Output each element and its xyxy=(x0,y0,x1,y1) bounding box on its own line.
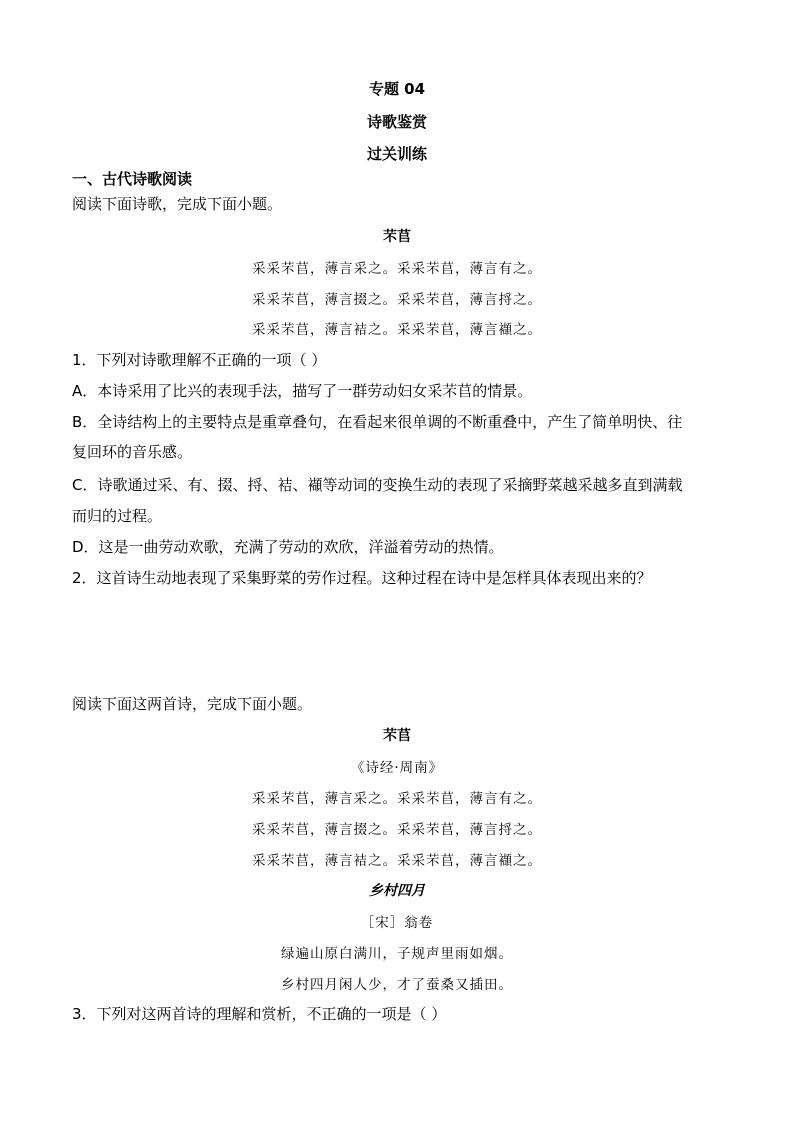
poem-line: 绿遍山原白满川，子规声里雨如烟。 xyxy=(281,946,513,962)
question-1-option-c-cont: 而归的过程。 xyxy=(72,507,163,525)
section1-instruction: 阅读下面诗歌，完成下面小题。 xyxy=(72,195,283,213)
document-title: 诗歌鉴赏 xyxy=(366,113,427,131)
section2-instruction: 阅读下面这两首诗，完成下面小题。 xyxy=(72,695,313,713)
topic-number: 专题 04 xyxy=(368,80,426,98)
poem-line: 采采芣苢，薄言采之。采采芣苢，薄言有之。 xyxy=(252,261,542,277)
section-heading: 一、古代诗歌阅读 xyxy=(72,170,193,188)
poem-line: 采采芣苢，薄言采之。采采芣苢，薄言有之。 xyxy=(252,791,542,807)
poem-author: ［宋］翁卷 xyxy=(360,915,434,931)
question-1-option-c: C．诗歌通过采、有、掇、捋、袺、襭等动词的变换生动的表现了采摘野菜越采越多直到满载 xyxy=(72,476,683,494)
question-2-stem: 2．这首诗生动地表现了采集野菜的劳作过程。这种过程在诗中是怎样具体表现出来的？ xyxy=(72,569,652,587)
poem-source: 《诗经·周南》 xyxy=(350,760,444,776)
question-1-option-d: D．这是一曲劳动欢歌，充满了劳动的欢欣，洋溢着劳动的热情。 xyxy=(72,538,504,556)
question-1-option-b-cont: 复回环的音乐感。 xyxy=(72,443,193,461)
question-1-option-b: B．全诗结构上的主要特点是重章叠句，在看起来很单调的不断重叠中，产生了简单明快、往 xyxy=(72,413,683,431)
question-3-stem: 3．下列对这两首诗的理解和赏析，不正确的一项是（ ） xyxy=(72,1005,447,1023)
poem-title: 乡村四月 xyxy=(369,883,425,899)
poem-line: 乡村四月闲人少，才了蚕桑又插田。 xyxy=(281,977,513,993)
document-subtitle: 过关训练 xyxy=(366,145,427,163)
question-1-stem: 1．下列对诗歌理解不正确的一项（ ） xyxy=(72,351,327,369)
poem-line: 采采芣苢，薄言掇之。采采芣苢，薄言捋之。 xyxy=(252,292,542,308)
poem-line: 采采芣苢，薄言袺之。采采芣苢，薄言襭之。 xyxy=(252,853,542,869)
poem-line: 采采芣苢，薄言袺之。采采芣苢，薄言襭之。 xyxy=(252,322,542,338)
question-1-option-a: A．本诗采用了比兴的表现手法，描写了一群劳动妇女采芣苢的情景。 xyxy=(72,382,533,400)
poem-title: 芣苢 xyxy=(383,728,411,744)
poem-line: 采采芣苢，薄言掇之。采采芣苢，薄言捋之。 xyxy=(252,822,542,838)
poem-title: 芣苢 xyxy=(383,229,411,245)
